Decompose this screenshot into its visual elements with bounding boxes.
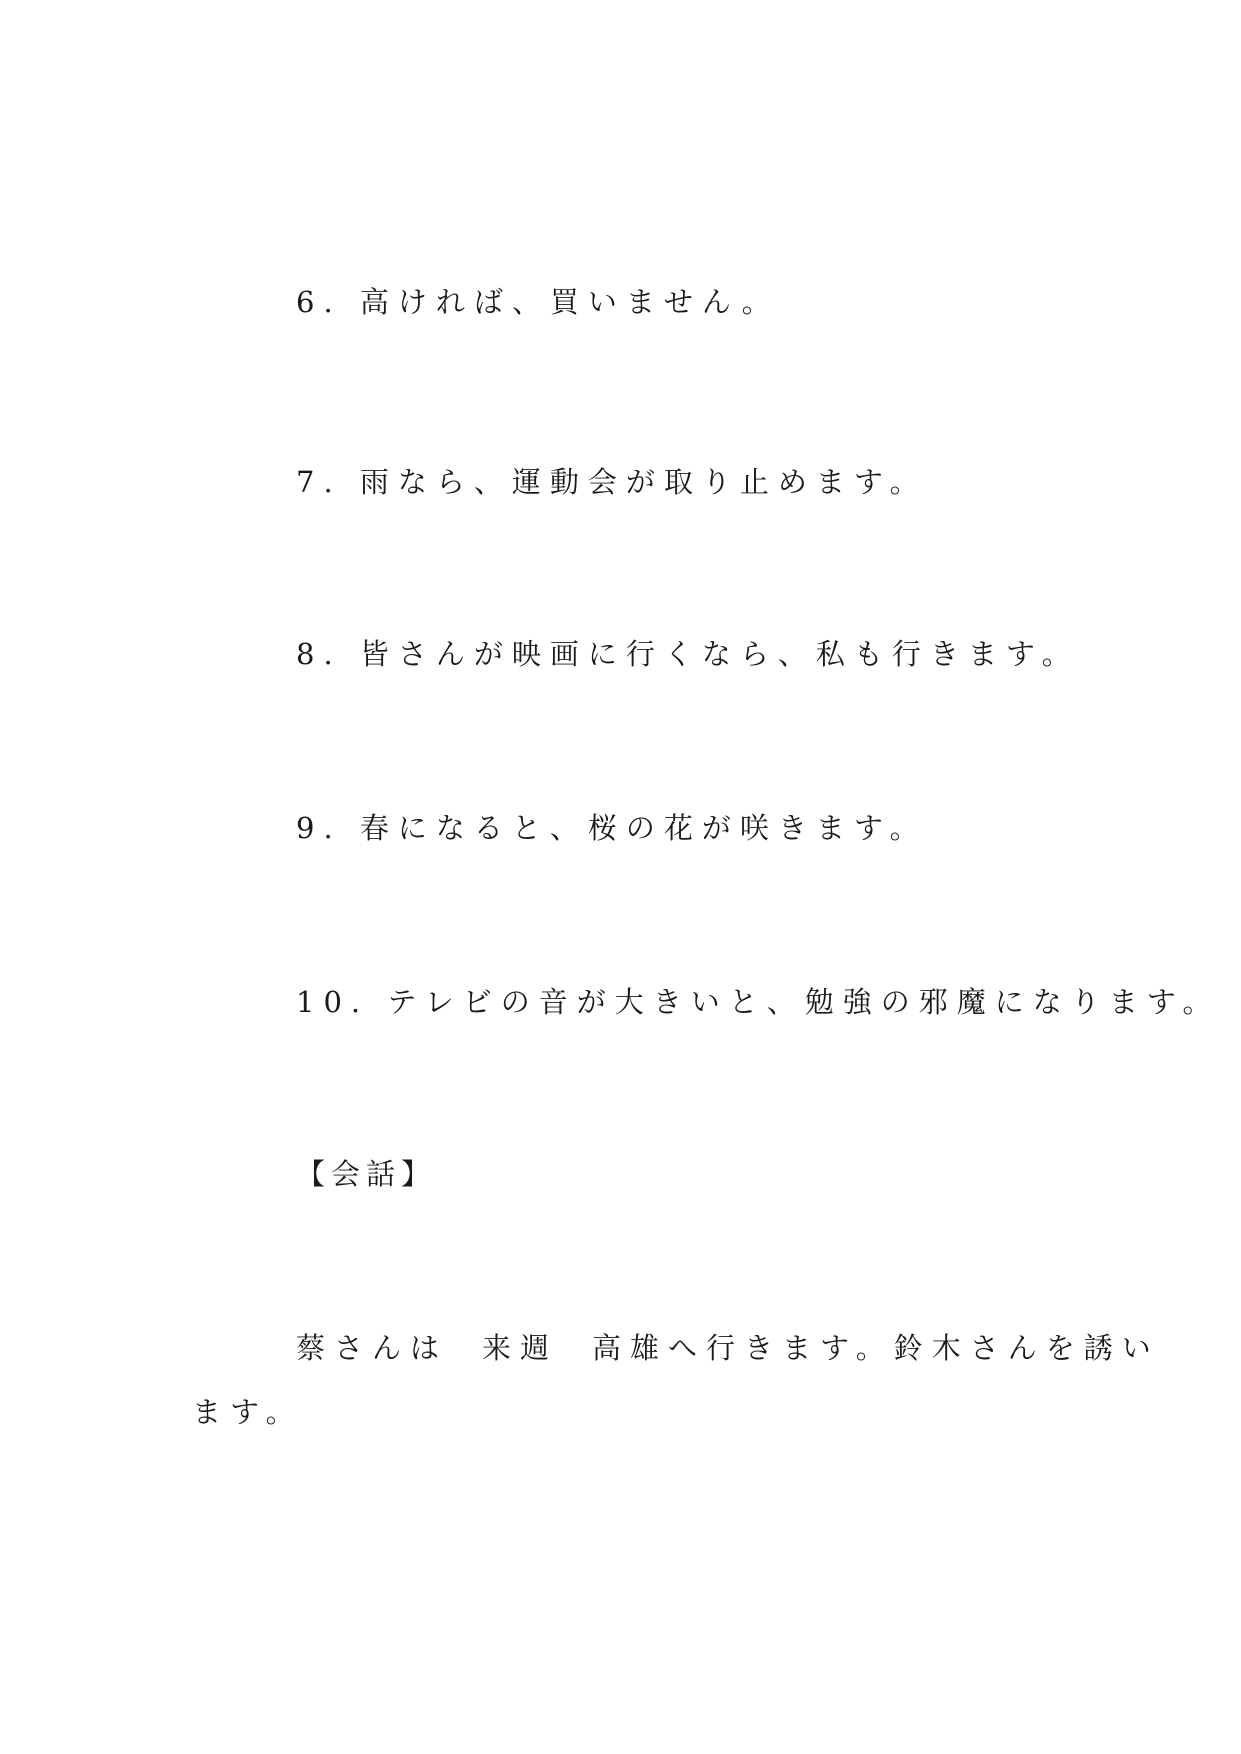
dialogue-intro-part2: 来週 (482, 1331, 559, 1365)
sentence-9: 9. 春になると、桜の花が咲きます。 (296, 811, 928, 845)
dialogue-intro-continuation: ます。 (192, 1395, 304, 1429)
sentence-8: 8. 皆さんが映画に行くなら、私も行きます。 (296, 637, 1080, 671)
sentence-6: 6. 高ければ、買いません。 (296, 285, 780, 319)
dialogue-intro-line (296, 1328, 1160, 1368)
sentence-7: 7. 雨なら、運動会が取り止めます。 (296, 465, 928, 499)
dialogue-intro-part3: 高雄へ行きます。鈴木さんを誘い (592, 1331, 1160, 1365)
sentence-10: 10. テレビの音が大きいと、勉強の邪魔になります。 (296, 985, 1221, 1019)
section-heading-conversation: 【会話】 (296, 1157, 437, 1191)
dialogue-intro-part1: 蔡さんは (296, 1331, 449, 1365)
